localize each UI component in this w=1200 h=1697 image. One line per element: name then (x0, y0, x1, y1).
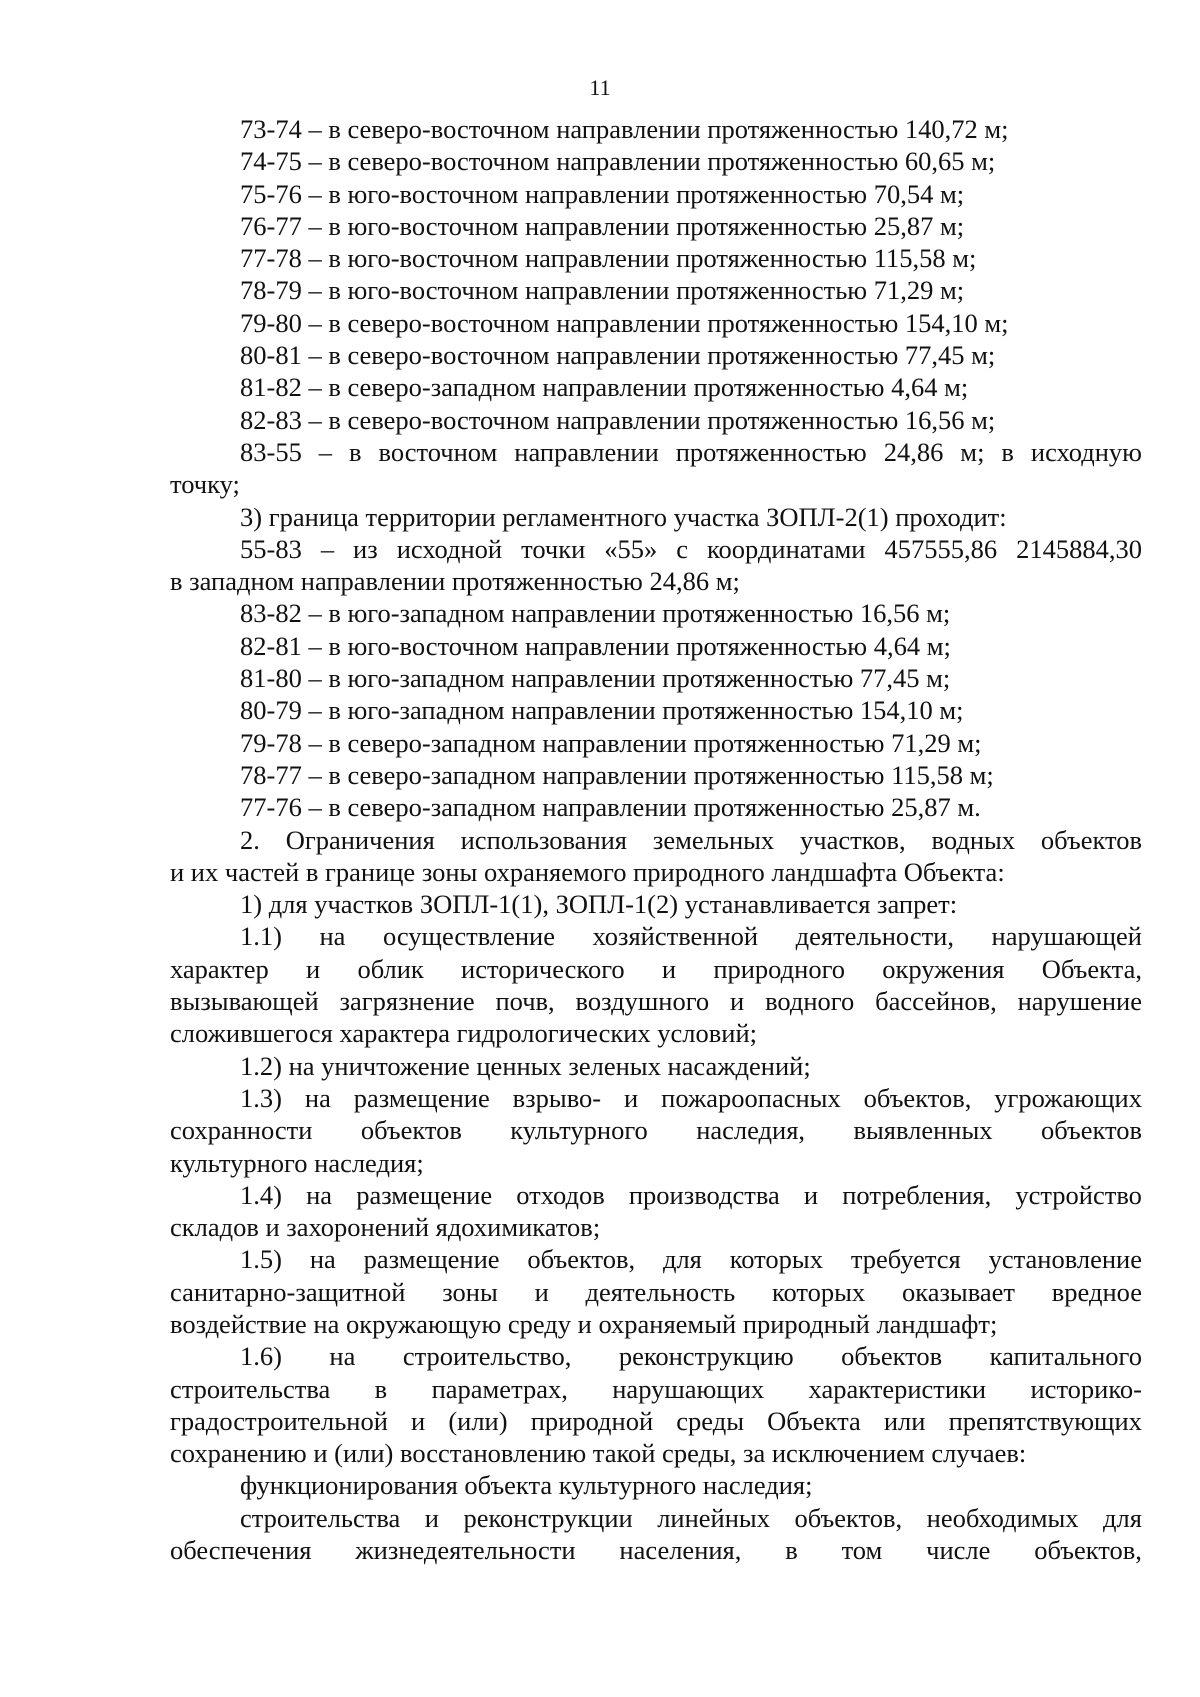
text-line (170, 1179, 1142, 1211)
word: облик (357, 953, 424, 984)
text-line (170, 1534, 1142, 1566)
text-line: 77-76 – в северо-западном направлении протяженностью 25,87 м. (240, 792, 981, 823)
word: потребления, (842, 1179, 992, 1210)
text-line: 79-78 – в северо-западном направлении протяженностью 71,29 м; (240, 727, 982, 758)
word: для (1103, 1502, 1142, 1533)
text-line (170, 920, 1142, 952)
text-line (170, 533, 1142, 565)
word: числе (926, 1535, 991, 1566)
word: из (353, 533, 378, 564)
word: воздушного (575, 986, 710, 1017)
word: «55» (604, 533, 658, 564)
word: нарушающей (991, 921, 1142, 952)
word: или (883, 1405, 926, 1436)
text-line: в западном направлении протяженностью 24,86 м; (170, 566, 740, 597)
word: осуществление (382, 921, 555, 952)
text-line: 73-74 – в северо-восточном направлении протяженностью 140,72 м; (240, 114, 1009, 144)
word: и (424, 1502, 439, 1533)
word: необходимых (926, 1502, 1079, 1533)
text-line: и их частей в границе зоны охраняемого природного ландшафта Объекта: (170, 856, 1005, 887)
word: наследия, (696, 1115, 806, 1146)
text-line: 74-75 – в северо-восточном направлении протяженностью 60,65 м; (240, 146, 996, 177)
text-line: культурного наследия; (170, 1147, 424, 1178)
word: протяженностью (675, 436, 867, 467)
word: Объекта, (1041, 953, 1142, 984)
word: объектов, (794, 1502, 903, 1533)
text-line: 81-80 – в юго-западном направлении протяженностью 77,45 м; (240, 663, 951, 694)
word: направлении (514, 436, 659, 467)
word: координатами (707, 533, 866, 564)
text-line: точку; (170, 469, 240, 500)
word: требуется (850, 1244, 961, 1275)
word: (или) (448, 1405, 508, 1436)
word: исходной (396, 533, 503, 564)
word: строительства (170, 1373, 331, 1404)
text-line: 83-82 – в юго-западном направлении протяженностью 16,56 м; (240, 598, 951, 629)
word: 1.3) (240, 1082, 282, 1113)
word: на (329, 1341, 356, 1372)
word: препятствующих (948, 1405, 1142, 1436)
text-line (170, 1502, 1142, 1534)
word: 457555,86 (884, 533, 998, 564)
word: производства (628, 1179, 780, 1210)
text-line (170, 1082, 1142, 1114)
text-line: 3) граница территории регламентного участка ЗОПЛ-2(1) проходит: (240, 501, 1007, 532)
text-line: 80-79 – в юго-западном направлении протяженностью 154,10 м; (240, 695, 964, 726)
word: природной (530, 1405, 654, 1436)
word: жизнедеятельности (355, 1535, 576, 1566)
word: реконструкцию (618, 1341, 794, 1372)
text-line: 80-81 – в северо-восточном направлении протяженностью 77,45 м; (240, 340, 996, 371)
word: окружения (882, 953, 1005, 984)
text-line: 78-79 – в юго-восточном направлении протяженностью 71,29 м; (240, 275, 965, 306)
word: в (349, 436, 362, 467)
word: объектов (1040, 824, 1142, 855)
word: вызывающей (170, 986, 319, 1017)
word: объектов, (1034, 1535, 1142, 1566)
text-line: 77-78 – в юго-восточном направлении протяженностью 115,58 м; (240, 243, 977, 274)
word: бассейнов, (875, 986, 997, 1017)
word: которых (729, 1244, 823, 1275)
word: 2. (240, 824, 260, 855)
word: капитального (989, 1341, 1142, 1372)
word: водного (765, 986, 855, 1017)
word: водных (931, 824, 1016, 855)
word: хозяйственной (592, 921, 759, 952)
word: на (319, 921, 346, 952)
text-line: 79-80 – в северо-восточном направлении протяженностью 154,10 м; (240, 307, 1009, 338)
word: объектов (360, 1115, 462, 1146)
page-number: 11 (589, 75, 611, 100)
word: и (661, 953, 677, 984)
word: обеспечения (170, 1535, 312, 1566)
word: реконструкции (463, 1502, 633, 1533)
word: нарушение (1017, 986, 1142, 1017)
word: природного (713, 953, 846, 984)
word: объектов, (527, 1244, 636, 1275)
word: 1.5) (240, 1244, 282, 1275)
text-line: сложившегося характера гидрологических условий; (170, 1018, 757, 1049)
word: культурного (510, 1115, 648, 1146)
word: отходов (516, 1179, 605, 1210)
word: угрожающих (994, 1082, 1142, 1113)
word: – (320, 533, 335, 564)
word: – (318, 436, 333, 467)
text-line: 82-83 – в северо-восточном направлении протяженностью 16,56 м; (240, 404, 996, 435)
word: том (841, 1535, 883, 1566)
text-line (170, 1340, 1142, 1372)
text-line (170, 1373, 1142, 1405)
word: объектов (841, 1341, 943, 1372)
document-body (170, 113, 1142, 1566)
text-line: сохранению и (или) восстановлению такой среды, за исключением случаев: (170, 1438, 1027, 1469)
text-line (170, 953, 1142, 985)
word: 1.1) (240, 921, 282, 952)
word: оказывает (901, 1276, 1015, 1307)
text-line (170, 1276, 1142, 1308)
word: для (662, 1244, 702, 1275)
word: и (624, 1082, 639, 1113)
word: параметрах, (431, 1373, 568, 1404)
word: деятельность (585, 1276, 736, 1307)
word: м; (960, 436, 985, 467)
word: размещение (353, 1082, 490, 1113)
word: исторического (461, 953, 625, 984)
word: вредное (1051, 1276, 1142, 1307)
text-line (170, 824, 1142, 856)
word: градостроительной (170, 1405, 388, 1436)
word: 83-55 (240, 436, 302, 467)
word: на (304, 1082, 331, 1113)
word: размещение (363, 1244, 500, 1275)
word: в (785, 1535, 798, 1566)
word: Ограничения (285, 824, 435, 855)
text-line: 1.2) на уничтожение ценных зеленых насаждений; (240, 1050, 811, 1081)
word: 1.6) (240, 1341, 282, 1372)
text-line (170, 1114, 1142, 1146)
word: загрязнение (339, 986, 475, 1017)
word: точки (521, 533, 586, 564)
word: населения, (619, 1535, 742, 1566)
text-line: 78-77 – в северо-западном направлении протяженностью 115,58 м; (240, 759, 994, 790)
word: характер (170, 953, 269, 984)
word: среды (676, 1405, 744, 1436)
word: и (803, 1179, 819, 1210)
text-line: 75-76 – в юго-восточном направлении протяженностью 70,54 м; (240, 178, 965, 209)
text-line: 76-77 – в юго-восточном направлении протяженностью 25,87 м; (240, 210, 965, 241)
word: на (309, 1244, 336, 1275)
word: 55-83 (240, 533, 302, 564)
word: и (534, 1276, 549, 1307)
word: почв, (495, 986, 555, 1017)
word: которых (771, 1276, 866, 1307)
word: устройство (1015, 1179, 1142, 1210)
word: объектов, (863, 1082, 972, 1113)
word: выявленных (853, 1115, 993, 1146)
word: использования (460, 824, 628, 855)
word: участков, (800, 824, 906, 855)
word: нарушающих (612, 1373, 765, 1404)
word: пожароопасных (661, 1082, 841, 1113)
word: линейных (657, 1502, 770, 1533)
word: историко- (1030, 1373, 1142, 1404)
word: и (730, 986, 745, 1017)
word: взрыво- (512, 1082, 602, 1113)
word: характеристики (808, 1373, 987, 1404)
word: Объекта (767, 1405, 861, 1436)
text-line (170, 1405, 1142, 1437)
word: установление (988, 1244, 1142, 1275)
text-line: складов и захоронений ядохимикатов; (170, 1212, 601, 1243)
text-line: 1) для участков ЗОПЛ-1(1), ЗОПЛ-1(2) устанавливается запрет: (240, 889, 958, 920)
word: строительства (240, 1502, 401, 1533)
word: восточном (378, 436, 498, 467)
word: сохранности (170, 1115, 313, 1146)
text-line: 81-82 – в северо-западном направлении протяженностью 4,64 м; (240, 372, 969, 403)
text-line: функционирования объекта культурного наследия; (240, 1470, 813, 1501)
word: в (1001, 436, 1014, 467)
word: исходную (1030, 436, 1142, 467)
word: земельных (652, 824, 775, 855)
word: с (676, 533, 689, 564)
word: в (374, 1373, 388, 1404)
text-line (170, 985, 1142, 1017)
text-line (170, 436, 1142, 468)
text-line (170, 1243, 1142, 1275)
word: санитарно-защитной (170, 1276, 406, 1307)
word: и (306, 953, 321, 984)
text-line: воздействие на окружающую среду и охраняемый природный ландшафт; (170, 1308, 998, 1339)
word: строительство, (402, 1341, 572, 1372)
word: объектов (1040, 1115, 1142, 1146)
word: деятельности, (795, 921, 954, 952)
word: на (306, 1179, 333, 1210)
text-line: 82-81 – в юго-восточном направлении протяженностью 4,64 м; (240, 630, 951, 661)
word: размещение (356, 1179, 493, 1210)
word: 24,86 (883, 436, 944, 467)
word: 2145884,30 (1016, 533, 1142, 564)
word: и (411, 1405, 426, 1436)
word: зоны (442, 1276, 498, 1307)
word: 1.4) (240, 1179, 282, 1210)
